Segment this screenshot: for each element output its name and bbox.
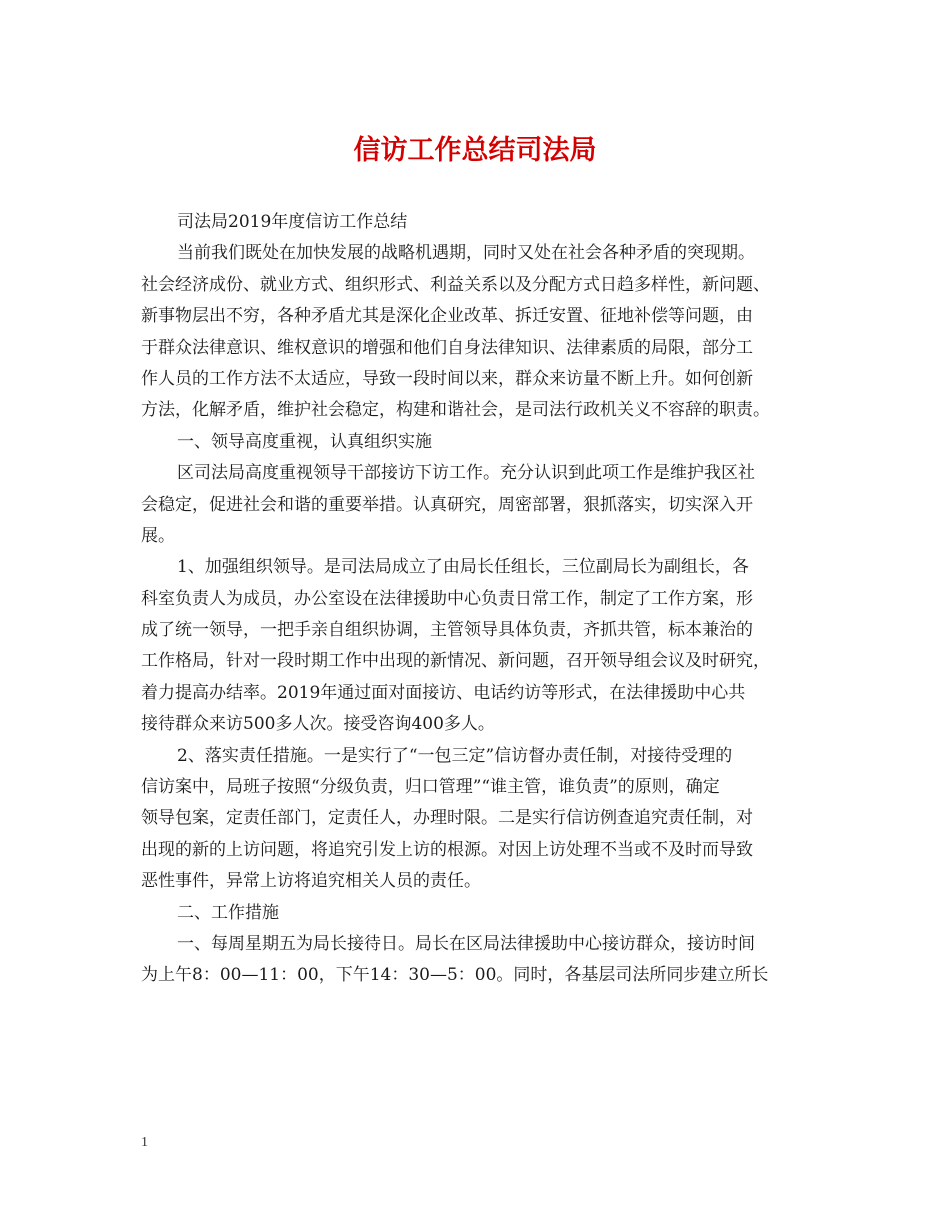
paragraph-line: 恶性事件，异常上访将追究相关人员的责任。 (141, 871, 481, 892)
paragraph-line: 工作格局，针对一段时期工作中出现的新情况、新问题，召开领导组会议及时研究， (141, 651, 770, 672)
paragraph-line: 接待群众来访500多人次。接受咨询400多人。 (141, 714, 495, 735)
paragraph-line: 新事物层出不穷，各种矛盾尤其是深化企业改革、拆迁安置、征地补偿等问题，由 (141, 306, 753, 327)
paragraph-line: 作人员的工作方法不太适应，导致一段时间以来，群众来访量不断上升。如何创新 (141, 368, 753, 389)
page-number: 1 (141, 1135, 148, 1150)
subtitle-line: 司法局2019年度信访工作总结 (177, 212, 408, 232)
paragraph-line: 区司法局高度重视领导干部接访下访工作。充分认识到此项工作是维护我区社 (177, 463, 755, 484)
section-heading: 二、工作措施 (177, 902, 279, 923)
paragraph-line: 于群众法律意识、维权意识的增强和他们自身法律知识、法律素质的局限，部分工 (141, 337, 753, 358)
paragraph-line: 着力提高办结率。2019年通过面对面接访、电话约访等形式，在法律援助中心共 (141, 682, 746, 703)
document-title: 信访工作总结司法局 (353, 135, 597, 166)
paragraph-line: 领导包案，定责任部门，定责任人，办理时限。二是实行信访例查追究责任制，对 (141, 808, 753, 829)
paragraph-line: 方法，化解矛盾，维护社会稳定，构建和谐社会，是司法行政机关义不容辞的职责。 (141, 400, 770, 421)
paragraph-line: 1、加强组织领导。是司法局成立了由局长任组长，三位副局长为副组长，各 (177, 557, 749, 578)
paragraph-line: 2、落实责任措施。一是实行了“一包三定”信访督办责任制，对接待受理的 (177, 745, 733, 766)
paragraph-line: 为上午8：00—11：00，下午14：30—5：00。同时，各基层司法所同步建立所长 (141, 965, 769, 986)
paragraph-line: 信访案中，局班子按照“分级负责，归口管理”“谁主管，谁负责”的原则，确定 (141, 777, 720, 798)
paragraph-line: 科室负责人为成员，办公室设在法律援助中心负责日常工作，制定了工作方案，形 (141, 588, 753, 609)
paragraph-line: 会稳定，促进社会和谐的重要举措。认真研究，周密部署，狠抓落实，切实深入开 (141, 494, 753, 515)
paragraph-line: 社会经济成份、就业方式、组织形式、利益关系以及分配方式日趋多样性，新问题、 (141, 274, 770, 295)
paragraph-line: 展。 (141, 525, 175, 546)
section-heading: 一、领导高度重视，认真组织实施 (177, 431, 432, 452)
paragraph-line: 成了统一领导，一把手亲自组织协调，主管领导具体负责，齐抓共管，标本兼治的 (141, 620, 753, 641)
paragraph-line: 一、每周星期五为局长接待日。局长在区局法律援助中心接访群众，接访时间 (177, 933, 755, 954)
paragraph-line: 当前我们既处在加快发展的战略机遇期，同时又处在社会各种矛盾的突现期。 (177, 243, 755, 264)
paragraph-line: 出现的新的上访问题，将追究引发上访的根源。对因上访处理不当或不及时而导致 (141, 839, 753, 860)
document-body (141, 207, 816, 992)
